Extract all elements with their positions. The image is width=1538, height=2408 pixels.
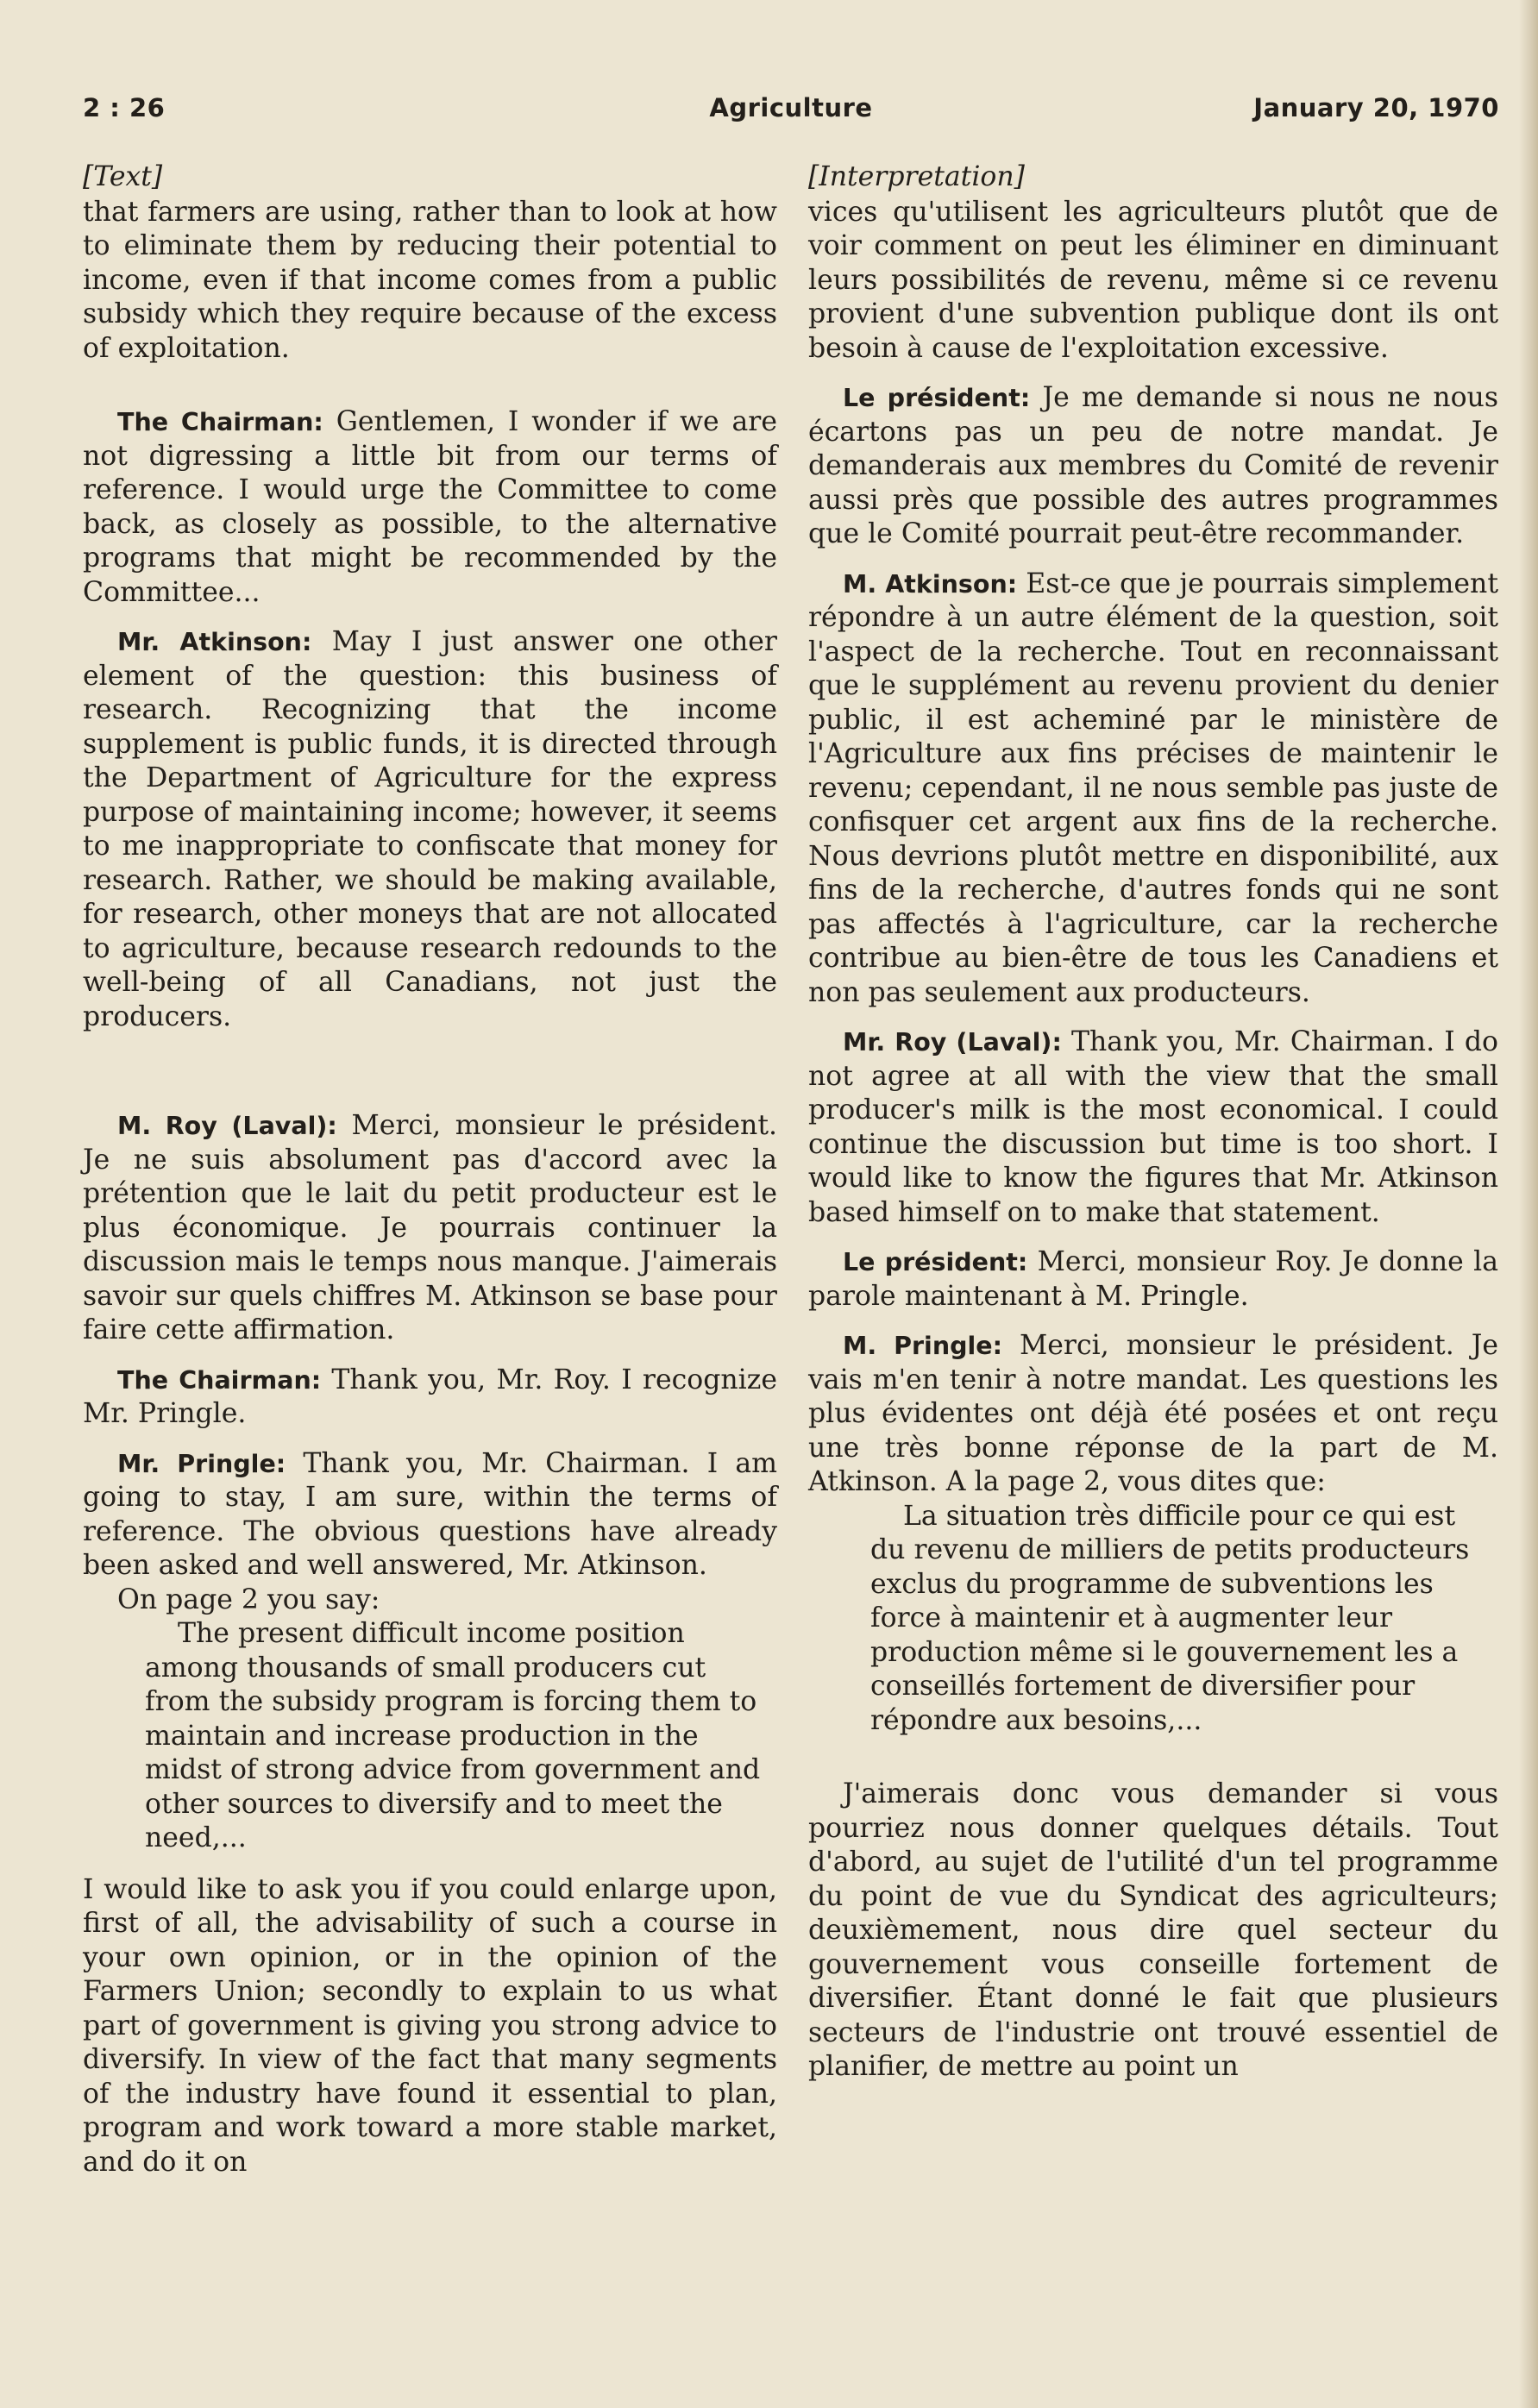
paragraph — [808, 1329, 1498, 1500]
paragraph: J'aimerais donc vous demander si vous pourriez nous donner quelques détails. Tout d'abord, au sujet de l'utilité d'un tel programme du point de vue du Syndicat des agriculteurs; deuxièmement, nous dire quel secteur du gouvernement vous conseille fortement de diversifier. Étant donné le fait que plusieurs secteurs de l'industrie ont trouvé essentiel de planifier, de mettre au point un — [808, 1778, 1498, 2082]
paragraph — [808, 568, 1498, 1011]
speech-text: Merci, monsieur le président. Je ne suis absolument pas d'accord avec la prétention que le lait du petit producteur est le plus économique. Je pourrais continuer la discussion mais le temps nous manque. J'aimerais savoir sur quels chiffres M. Atkinson se base pour faire cette affirmation. — [83, 1110, 777, 1345]
speaker-name: The Chairman: — [117, 1365, 322, 1395]
interpretation-label: [Interpretation] — [808, 161, 1025, 192]
speech-text: Je me demande si nous ne nous écartons pas un peu de notre mandat. Je demanderais aux membres du Comité de revenir aussi près que possible des autres programmes que le Comité pourrait peut-être recommander. — [808, 382, 1498, 549]
speech-text: Merci, monsieur Roy. Je donne la parole maintenant à M. Pringle. — [808, 1246, 1498, 1312]
speaker-name: The Chairman: — [117, 408, 323, 436]
page-date: January 20, 1970 — [1253, 93, 1499, 122]
page-header — [83, 93, 1499, 136]
speaker-name: Le président: — [843, 1248, 1028, 1276]
speech-text: Thank you, Mr. Chairman. I do not agree at all with the view that the small producer's milk is the most economical. I could continue the discussion but time is too short. I would like to know the figures that Mr. Atkinson based himself on to make that statement. — [808, 1026, 1499, 1228]
paragraph — [83, 1447, 777, 1583]
paragraph — [808, 1025, 1498, 1230]
paragraph — [808, 1245, 1498, 1314]
text-label: [Text] — [83, 161, 163, 192]
paragraph: that farmers are using, rather than to look at how to eliminate them by reducing their potential to income, even if that income comes from a public subsidy which they require because of the excess of exploitation. — [83, 196, 777, 364]
page-number: 2 : 26 — [83, 93, 166, 122]
speech-text: Gentlemen, I wonder if we are not digressing a little bit from our terms of reference. I would urge the Committee to come back, as closely as possible, to the alternative programs that might be recommended by the Committee... — [83, 406, 777, 608]
speech-text: Merci, monsieur le président. Je vais m'en tenir à notre mandat. Les questions les plus évidentes ont déjà été posées et ont reçu une très bonne réponse de la part de M. Atkinson. A la page 2, vous dites que: — [808, 1330, 1498, 1497]
page-fold-shadow — [1519, 0, 1538, 2408]
page-title: Agriculture — [709, 93, 873, 122]
paragraph: I would like to ask you if you could enlarge upon, first of all, the advisability of such a course in your own opinion, or in the opinion of the Farmers Union; secondly to explain to us what part of government is giving you strong advice to diversify. In view of the fact that many segments of the industry have found it essential to plan, program and work toward a more stable market, and do it on — [83, 1873, 777, 2178]
block-quote: La situation très difficile pour ce qui est du revenu de milliers de petits producteurs exclus du programme de subventions les force à maintenir et à augmenter leur production même si le gouvernement les a conseillés fortement de diversifier pour répondre aux besoins,... — [870, 1500, 1470, 1736]
paragraph — [83, 625, 777, 1034]
speech-text: May I just answer one other element of the question: this business of research. Recognizing that the income supplement is public funds, it is directed through the Department of Agriculture for the express purpose of maintaining income; however, it seems to me inappropriate to confiscate that money for research. Rather, we should be making available, for research, other moneys that are not allocated to agriculture, because research redounds to the well-being of all Canadians, not just the producers. — [83, 626, 777, 1032]
speaker-name: M. Atkinson: — [843, 569, 1018, 599]
block-quote: The present difficult income position among thousands of small producers cut from the subsidy program is forcing them to maintain and increase production in the midst of strong advice from government and other sources to diversify and to meet the need,... — [145, 1618, 761, 1853]
paragraph — [83, 1364, 777, 1432]
left-column — [83, 160, 777, 2179]
paragraph: vices qu'utilisent les agriculteurs plutôt que de voir comment on peut les éliminer en diminuant leurs possibilités de revenu, même si ce revenu provient d'une subvention publique dont ils ont besoin à cause de l'exploitation excessive. — [808, 196, 1498, 364]
right-column — [808, 160, 1498, 2085]
speech-text: Thank you, Mr. Roy. I recognize Mr. Pringle. — [83, 1364, 777, 1429]
speaker-name: Mr. Pringle: — [117, 1449, 286, 1478]
speaker-name: M. Roy (Laval): — [117, 1112, 337, 1140]
paragraph — [83, 1109, 777, 1348]
speaker-name: M. Pringle: — [843, 1332, 1003, 1360]
speaker-name: Le président: — [843, 384, 1031, 412]
paragraph — [808, 381, 1498, 552]
speaker-name: Mr. Atkinson: — [117, 628, 312, 656]
speech-text: Thank you, Mr. Chairman. I am going to stay, I am sure, within the terms of reference. The obvious questions have already been asked and well answered, Mr. Atkinson. — [83, 1447, 777, 1581]
paragraph — [83, 405, 777, 610]
quote-intro: On page 2 you say: — [117, 1583, 380, 1615]
speaker-name: Mr. Roy (Laval): — [843, 1028, 1062, 1057]
speech-text: Est-ce que je pourrais simplement répondre à un autre élément de la question, soit l'aspect de la recherche. Tout en reconnaissant que le supplément au revenu provient du denier public, il est acheminé par le ministère de l'Agriculture aux fins précises de maintenir le revenu; cependant, il ne nous semble pas juste de confisquer cet argent aux fins de la recherche. Nous devrions plutôt mettre en disponibilité, aux fins de la recherche, d'autres fonds qui ne sont pas affectés à l'agriculture, car la recherche contribue au bien-être de tous les Canadiens et non pas seulement aux producteurs. — [808, 568, 1498, 1008]
